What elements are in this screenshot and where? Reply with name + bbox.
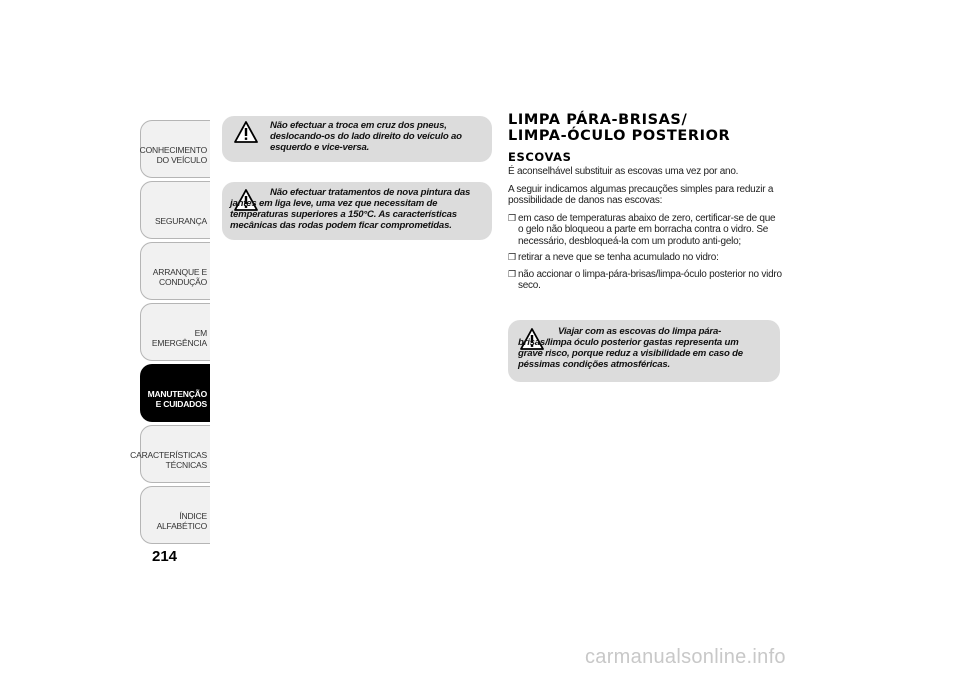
section-title [508,112,783,144]
tab-manutencao-e-cuidados[interactable] [140,364,210,422]
tab-label: MANUTENÇÃO E CUIDADOS [147,389,207,409]
warning-triangle-icon [234,121,258,143]
section-title-line2: LIMPA-ÓCULO POSTERIOR [508,128,731,144]
warning-box-rims [222,182,492,240]
list-item-text: não accionar o limpa-pára-brisas/limpa-óculo posterior no vidro seco. [518,268,782,291]
warning-text: Viajar com as escovas do limpa pára-brisas/limpa óculo posterior gastas representa um grave risco, porque reduz a visibilidade em caso de péssimas condições atmosféricas. [518,326,743,370]
wiper-section [508,112,783,297]
warning-box-worn-wipers [508,320,780,382]
tab-label: SEGURANÇA [154,216,207,226]
tab-em-emergencia[interactable] [140,303,210,361]
tab-label: ÍNDICE ALFABÉTICO [156,511,207,531]
list-item-text: em caso de temperaturas abaixo de zero, certificar-se de que o gelo não bloqueou a parte em borracha contra o vidro. Se necessário, desbloqueá-la com um produto anti-gelo; [518,212,776,247]
list-item [508,252,783,264]
section-subtitle: ESCOVAS [508,150,572,164]
tab-conhecimento-do-veiculo[interactable] [140,120,210,178]
checkbox-bullet-icon: ❒ [508,268,516,279]
warning-text: Não efectuar a troca em cruz dos pneus, deslocando-os do lado direito do veículo ao esquerdo e vice-versa. [270,120,462,153]
list-item-text: retirar a neve que se tenha acumulado no vidro: [518,252,719,263]
tab-label: EM EMERGÊNCIA [151,328,207,348]
tab-seguranca[interactable] [140,181,210,239]
checkbox-bullet-icon: ❒ [508,252,516,262]
tab-label: ARRANQUE E CONDUÇÃO [152,267,207,287]
precautions-list [508,213,783,292]
page-number: 214 [152,548,178,565]
tab-label: CARACTERÍSTICAS TÉCNICAS [130,450,207,470]
section-title-line1: LIMPA PÁRA-BRISAS/ [508,112,688,128]
paragraph-precautions: A seguir indicamos algumas precauções simples para reduzir a possibilidade de danos nas escovas: [508,183,774,206]
tab-label: CONHECIMENTO DO VEÍCULO [139,145,207,165]
tab-caracteristicas-tecnicas[interactable] [130,425,210,483]
list-item [508,213,783,248]
list-item [508,269,783,292]
paragraph-replace-advice: É aconselhável substituir as escovas uma vez por ano. [508,166,739,177]
warning-box-tyres [222,116,492,162]
watermark: carmanualsonline.info [585,646,786,668]
checkbox-bullet-icon: ❒ [508,212,516,223]
warning-text: Não efectuar tratamentos de nova pintura das jantes em liga leve, uma vez que necessitam de temperaturas superiores a 150°C. As características mecânicas das rodas podem ficar comprometidas. [230,187,471,231]
tab-indice-alfabetico[interactable] [140,486,210,544]
tab-arranque-e-conducao[interactable] [140,242,210,300]
